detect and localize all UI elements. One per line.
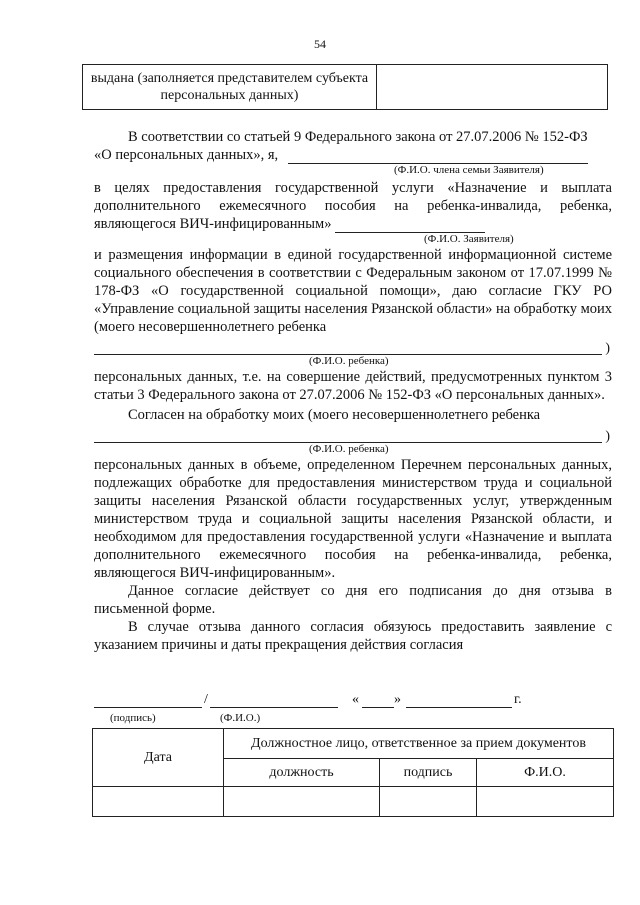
quote-close: » <box>394 692 401 707</box>
year-suffix: г. <box>514 692 522 707</box>
quote-open: « <box>352 692 359 707</box>
header-fio: Ф.И.О. <box>477 759 614 787</box>
caption-child-1: (Ф.И.О. ребенка) <box>309 355 389 367</box>
header-date: Дата <box>93 729 224 787</box>
closing-paren: ) <box>605 341 610 356</box>
signature-row <box>94 688 614 708</box>
day-field[interactable] <box>362 706 394 708</box>
month-year-field[interactable] <box>406 706 512 708</box>
child-name-field-2[interactable] <box>94 424 610 444</box>
caption-child-2: (Ф.И.О. ребенка) <box>309 443 389 455</box>
consent-para2-rest: персональных данных в объеме, определенном Перечнем персональных данных, подлежащих обработке для предоставления министерством труда и социальной защиты населения Рязанской области государственных услуг, утвержденным министерством труда и социальной защиты населения Рязанской области, и необходимом для предоставления государственной услуги «Назначение и выплата дополнительного ежемесячного пособия на ребенка-инвалида, ребенка, являющегося ВИЧ-инфицированным». <box>94 457 612 581</box>
caption-family-member: (Ф.И.О. члена семьи Заявителя) <box>394 164 544 176</box>
slash: / <box>204 692 208 707</box>
acceptance-table <box>92 728 614 817</box>
cell-fio[interactable] <box>477 787 614 817</box>
consent-para1-rest: и размещения информации в единой государственной информационной системе социального обеспечения в соответствии с Федеральным законом от 17.07.1999 № 178-ФЗ «О государственной социальной помощи», даю согласие ГКУ РО «Управление социальной защиты населения Рязанской области» на обработку моих (моего несовершеннолетнего ребенка <box>94 247 613 335</box>
consent-para1-line2: «О персональных данных», я, <box>94 146 612 164</box>
issued-by-value[interactable] <box>377 65 608 110</box>
consent-para1-end: персональных данных, т.е. на совершение действий, предусмотренных пунктом 3 статьи 3 Федерального закона от 27.07.2006 № 152-ФЗ «О персональных данных». <box>94 369 612 403</box>
closing-paren: ) <box>605 429 610 444</box>
signature-field[interactable] <box>94 706 202 708</box>
header-signature: подпись <box>380 759 477 787</box>
consent-para3: Данное согласие действует со дня его подписания до дня отзыва в письменной форме. <box>94 583 612 617</box>
fio-field[interactable] <box>210 706 338 708</box>
consent-para4: В случае отзыва данного согласия обязуюсь предоставить заявление с указанием причины и даты прекращения действия согласия <box>94 619 612 653</box>
issued-by-table <box>82 64 608 110</box>
caption-applicant: (Ф.И.О. Заявителя) <box>424 233 514 245</box>
caption-signature: (подпись) <box>110 712 156 724</box>
issued-by-label: выдана (заполняется представителем субъекта персональных данных) <box>83 65 377 110</box>
page-number: 54 <box>314 37 326 51</box>
consent-para1-line1: В соответствии со статьей 9 Федерального закона от 27.07.2006 № 152-ФЗ <box>128 129 588 145</box>
cell-date[interactable] <box>93 787 224 817</box>
caption-fio: (Ф.И.О.) <box>220 712 261 724</box>
cell-position[interactable] <box>224 787 380 817</box>
consent-para1-goal: в целях предоставления государственной услуги «Назначение и выплата дополнительного ежемесячного пособия на ребенка-инвалида, ребенка, являющегося ВИЧ-инфицированным» <box>94 180 612 232</box>
consent-text <box>94 128 612 654</box>
child-name-field-1[interactable] <box>94 336 610 356</box>
header-position: должность <box>224 759 380 787</box>
cell-signature[interactable] <box>380 787 477 817</box>
header-official: Должностное лицо, ответственное за прием документов <box>224 729 614 759</box>
consent-para2-start: Согласен на обработку моих (моего несовершеннолетнего ребенка <box>128 407 541 423</box>
